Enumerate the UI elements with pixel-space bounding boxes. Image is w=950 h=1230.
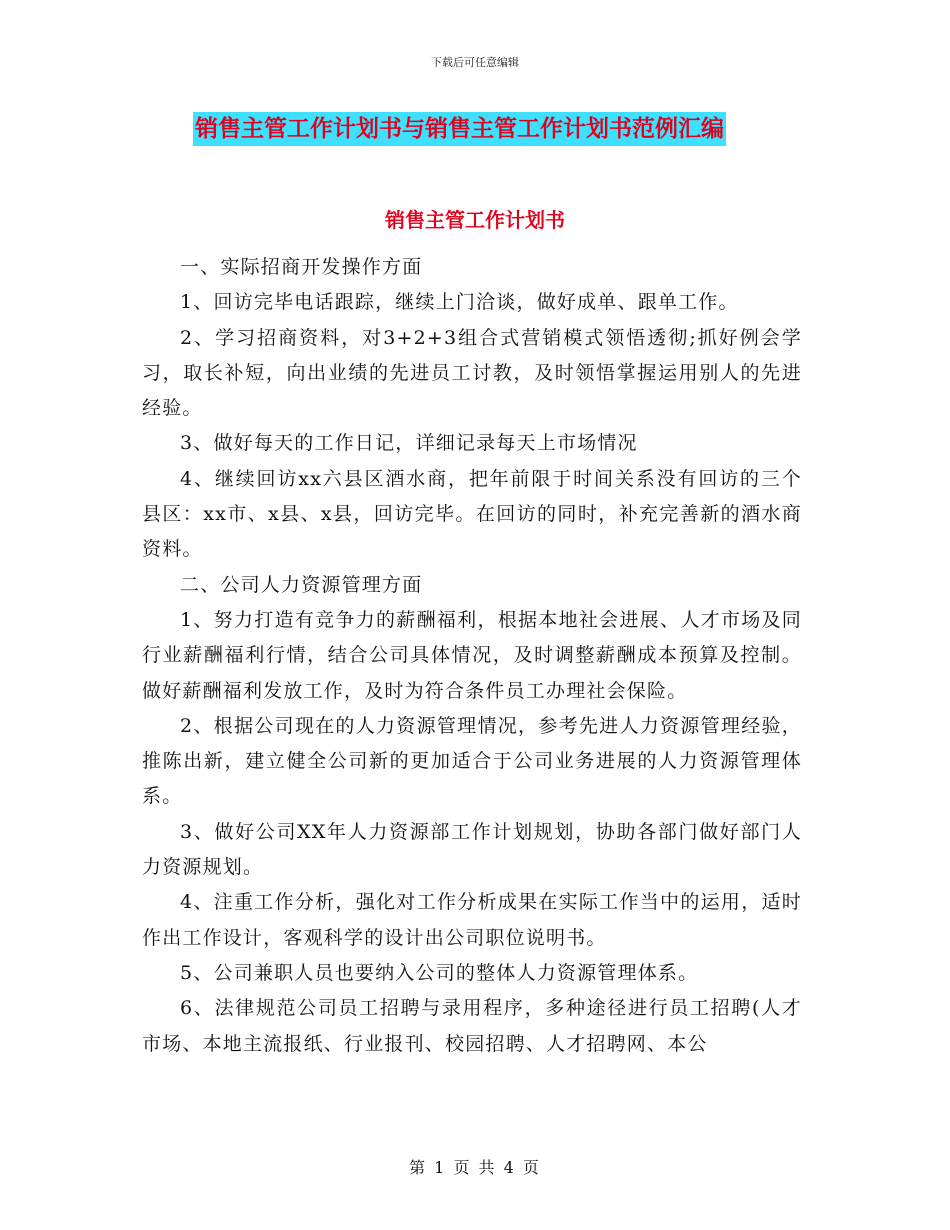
paragraph: 一、实际招商开发操作方面 — [180, 256, 423, 278]
paragraph: 6、法律规范公司员工招聘与录用程序，多种途径进行员工招聘(人才市场、本地主流报纸、行业报刊、校园招聘、人才招聘网、本公 — [142, 997, 802, 1055]
paragraph: 4、继续回访xx六县区酒水商，把年前限于时间关系没有回访的三个县区：xx市、x县、x县，回访完毕。在回访的同时，补充完善新的酒水商资料。 — [142, 467, 802, 561]
paragraph: 5、公司兼职人员也要纳入公司的整体人力资源管理体系。 — [180, 961, 699, 984]
document-title: 销售主管工作计划书与销售主管工作计划书范例汇编 — [193, 112, 726, 146]
paragraph: 1、努力打造有竞争力的薪酬福利，根据本地社会进展、人才市场及同行业薪酬福利行情，结合公司具体情况，及时调整薪酬成本预算及控制。做好薪酬福利发放工作，及时为符合条件员工办理社会保险。 — [142, 608, 802, 702]
paragraph: 3、做好每天的工作日记，详细记录每天上市场情况 — [180, 432, 638, 455]
page-number-footer: 第 1 页 共 4 页 — [409, 1158, 541, 1177]
paragraph: 4、注重工作分析，强化对工作分析成果在实际工作当中的运用，适时作出工作设计，客观科学的设计出公司职位说明书。 — [142, 891, 802, 949]
document-body — [142, 250, 802, 1062]
header-note: 下载后可任意编辑 — [431, 56, 519, 69]
section-title: 销售主管工作计划书 — [385, 208, 565, 232]
paragraph: 1、回访完毕电话跟踪，继续上门洽谈，做好成单、跟单工作。 — [180, 291, 739, 314]
paragraph: 2、根据公司现在的人力资源管理情况，参考先进人力资源管理经验，推陈出新，建立健全公司新的更加适合于公司业务进展的人力资源管理体系。 — [142, 714, 802, 808]
paragraph: 3、做好公司XX年人力资源部工作计划规划，协助各部门做好部门人力资源规划。 — [142, 820, 802, 879]
paragraph: 二、公司人力资源管理方面 — [180, 573, 423, 596]
paragraph: 2、学习招商资料，对3+2+3组合式营销模式领悟透彻;抓好例会学习，取长补短，向出业绩的先进员工讨教，及时领悟掌握运用别人的先进经验。 — [142, 326, 802, 420]
